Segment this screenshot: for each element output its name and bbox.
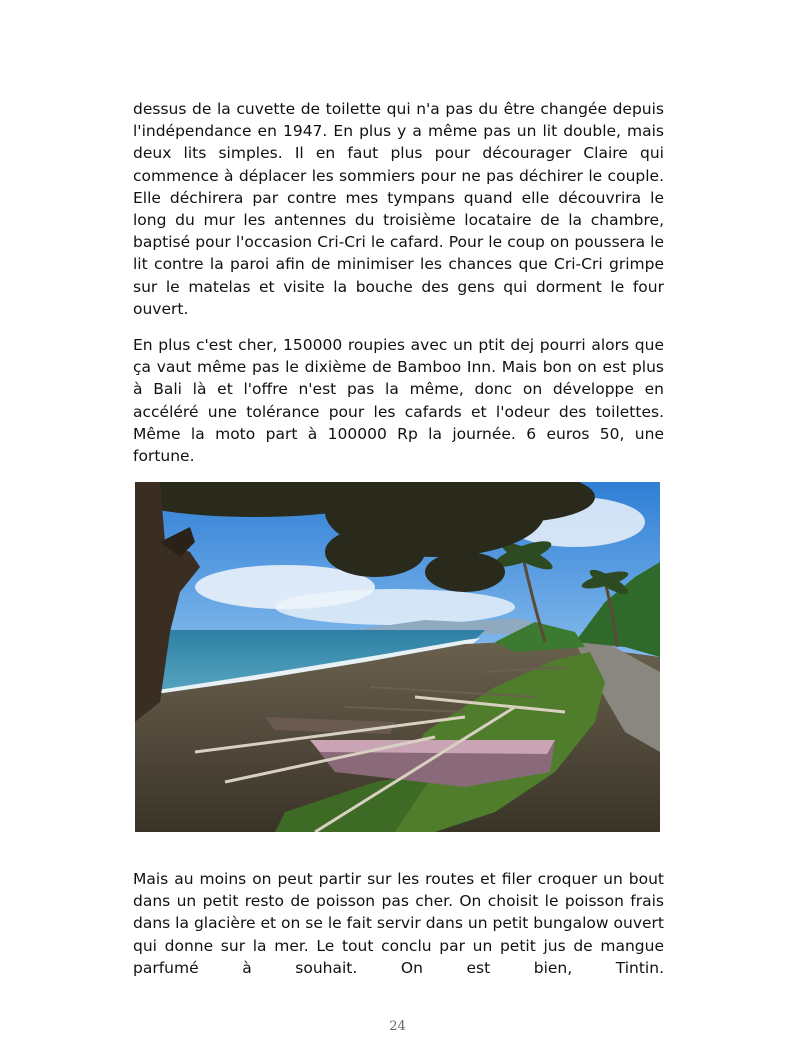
beach-photo <box>135 482 660 832</box>
paragraph-price: En plus c'est cher, 150000 roupies avec un ptit dej pourri alors que ça vaut même pas le dixième de Bamboo Inn. Mais bon on est plus à Bali là et l'offre n'est pas la même, donc on développe en accéléré une tolérance pour les cafards et l'odeur des toilettes. Même la moto part à 100000 Rp la journée. 6 euros 50, une fortune. <box>133 336 664 466</box>
paragraph-hotel-room: dessus de la cuvette de toilette qui n'a pas du être changée depuis l'indépendance en 1947. En plus y a même pas un lit double, mais deux lits simples. Il en faut plus pour décourager Claire qui commence à déplacer les sommiers pour ne pas déchirer le couple. Elle déchirera par contre mes tympans quand elle découvrira le long du mur les antennes du troisième locataire de la chambre, baptisé pour l'occasion Cri-Cri le cafard. Pour le coup on poussera le lit contre la paroi afin de minimiser les chances que Cri-Cri grimpe sur le matelas et visite la bouche des gens qui dorment le four ouvert. <box>133 100 664 318</box>
paragraph-fish-restaurant: Mais au moins on peut partir sur les routes et filer croquer un bout dans un petit resto de poisson pas cher. On choisit le poisson frais dans la glacière et on se le fait servir dans un petit bungalow ouvert qui donne sur la mer. Le tout conclu par un petit jus de mangue parfumé à souhait. On est bien, Tintin. <box>133 870 664 977</box>
page-number: 24 <box>389 1019 406 1034</box>
